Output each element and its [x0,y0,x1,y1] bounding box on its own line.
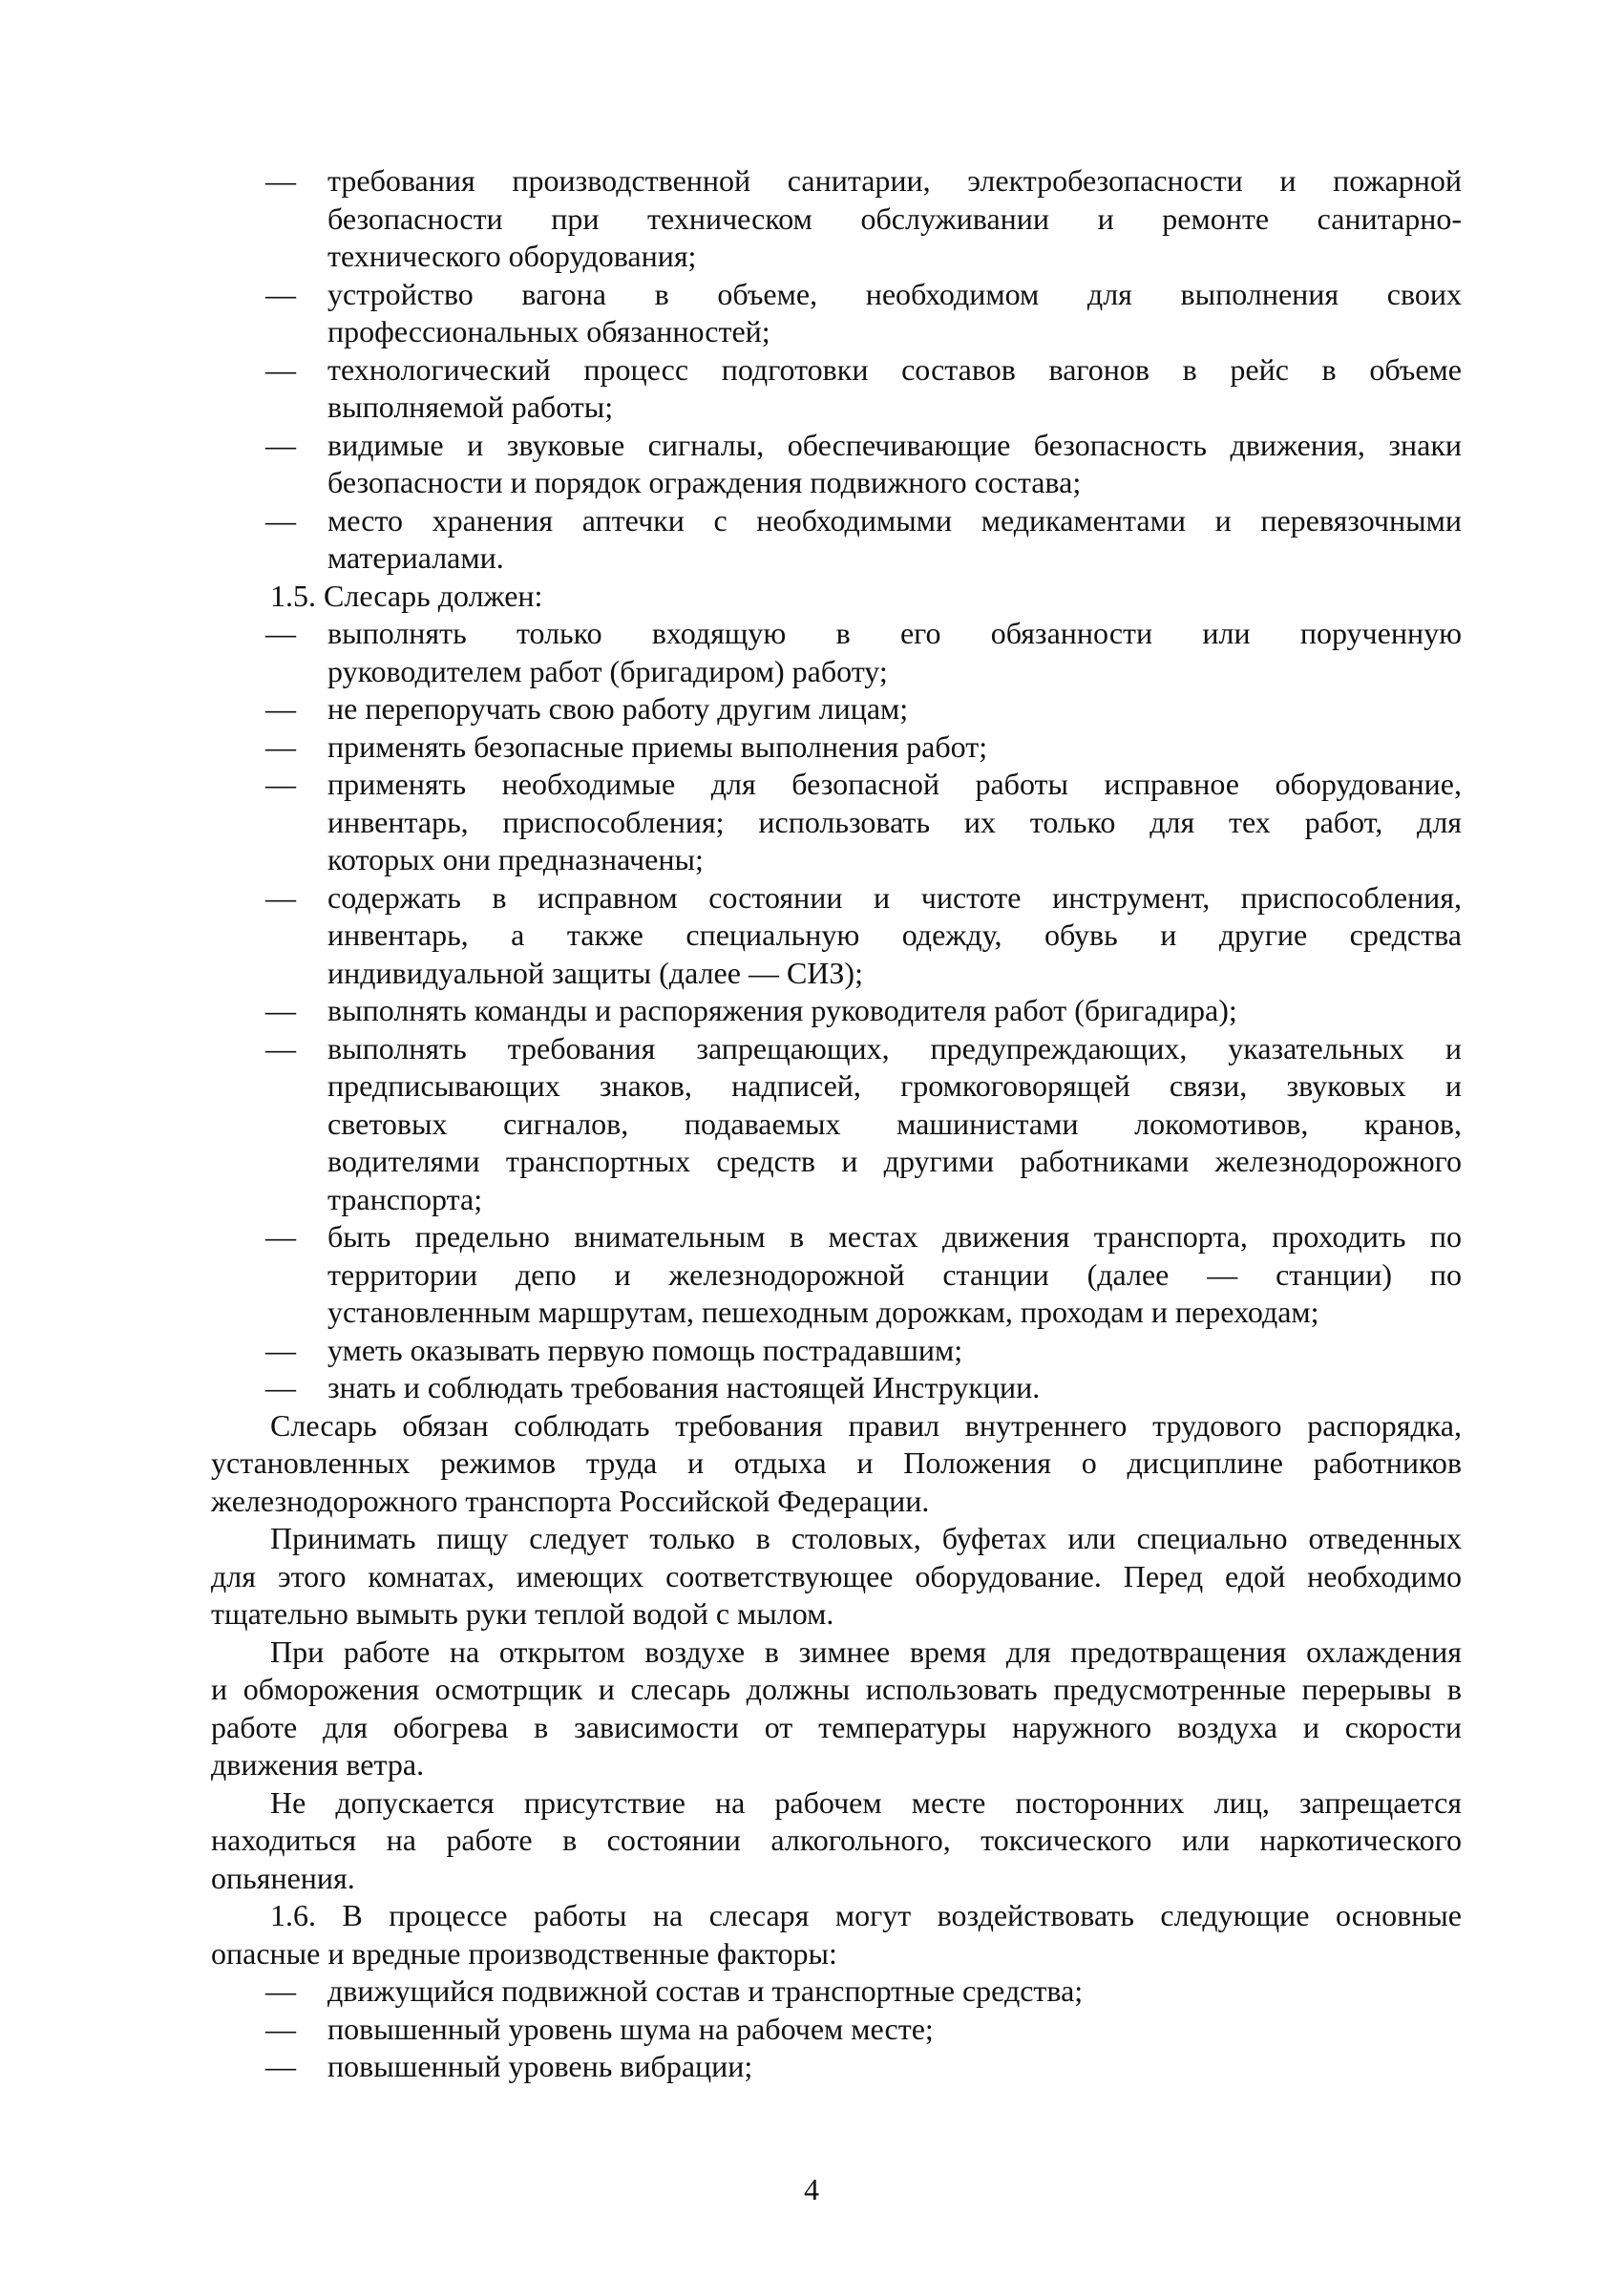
text-line [211,728,1462,767]
text-line [211,1784,1462,1823]
line-text: место хранения аптечки с необходимыми медикаментами и перевязочными [327,502,1462,538]
line-text: которых они предназначены; [327,842,704,876]
bullet-dash-icon: — [265,993,296,1027]
line-text: применять необходимые для безопасной работы исправное оборудование, [327,767,1462,801]
line-text: и обморожения осмотрщик и слесарь должны использовать предусмотренные перерывы в [211,1672,1462,1706]
bullet-dash-icon: — [265,1332,296,1367]
line-text: транспорта; [327,1181,483,1216]
text-line [211,1067,1462,1106]
text-line [211,200,1462,239]
text-line [211,1445,1462,1483]
text-line [211,1181,1462,1219]
text-line [211,1709,1462,1747]
bullet-item [211,2011,1462,2049]
text-line [211,502,1462,540]
text-line [211,1369,1462,1407]
line-text: технического оборудования; [327,239,697,273]
bullet-item [211,728,1462,767]
line-text: не перепоручать свою работу другим лицам; [327,691,909,726]
text-line [211,1860,1462,1898]
text-line [211,653,1462,691]
line-text: для этого комнатах, имеющих соответствующее оборудование. Перед едой необходимо [211,1558,1462,1593]
text-line [211,2048,1462,2086]
bullet-item [211,1218,1462,1332]
text-line [211,2011,1462,2049]
line-text: выполнять команды и распоряжения руководителя работ (бригадира); [327,993,1237,1027]
line-text: установленных режимов труда и отдыха и Положения о дисциплине работников [211,1445,1462,1480]
line-text: инвентарь, а также специальную одежду, обувь и другие средства [327,918,1462,952]
line-text: знать и соблюдать требования настоящей Инструкции. [327,1370,1041,1404]
text-line [211,1634,1462,1672]
line-text: находиться на работе в состоянии алкогольного, токсического или наркотического [211,1823,1462,1857]
line-text: световых сигналов, подаваемых машинистами локомотивов, кранов, [327,1106,1462,1141]
line-text: содержать в исправном состоянии и чистоте инструмент, приспособления, [327,879,1462,915]
bullet-item [211,1030,1462,1219]
line-text: Не допускается присутствие на рабочем месте посторонних лиц, запрещается [270,1784,1462,1820]
text-line [211,1972,1462,2011]
bullet-dash-icon: — [265,2011,296,2046]
line-text: безопасности и порядок ограждения подвижного состава; [327,465,1082,499]
paragraph [211,1634,1462,1784]
text-line [211,1520,1462,1558]
text-line [211,162,1462,200]
line-text: применять безопасные приемы выполнения работ; [327,728,988,764]
line-text: установленным маршрутам, пешеходным дорожкам, проходам и переходам; [327,1295,1319,1329]
bullet-item [211,162,1462,276]
text-line [211,1218,1462,1256]
bullet-dash-icon: — [265,616,296,650]
bullet-item [211,502,1462,578]
line-text: опьянения. [211,1860,355,1895]
text-line [211,804,1462,842]
line-text: железнодорожного транспорта Российской Федерации. [211,1483,930,1518]
text-line [211,1256,1462,1295]
bullet-item [211,1369,1462,1407]
paragraph [211,1784,1462,1898]
bullet-dash-icon: — [265,728,296,764]
text-line [211,955,1462,993]
line-text: устройство вагона в объеме, необходимом для выполнения своих [327,276,1462,311]
line-text: тщательно вымыть руки теплой водой с мылом. [211,1596,834,1631]
line-text: При работе на открытом воздухе в зимнее время для предотвращения охлаждения [270,1634,1462,1669]
bullet-item [211,2048,1462,2086]
text-line [211,238,1462,276]
bullet-dash-icon: — [265,427,296,462]
line-text: руководителем работ (бригадиром) работу; [327,653,888,688]
text-line [211,1106,1462,1144]
line-text: требования производственной санитарии, электробезопасности и пожарной [327,163,1462,198]
text-line [211,1143,1462,1181]
line-text: движущийся подвижной состав и транспортные средства; [327,1973,1084,2008]
bullet-item [211,992,1462,1030]
line-text: выполняемой работы; [327,390,614,424]
bullet-item [211,615,1462,690]
line-text: водителями транспортных средств и другими работниками железнодорожного [327,1144,1462,1178]
line-text: быть предельно внимательным в местах движения транспорта, проходить по [327,1219,1462,1254]
bullet-item [211,351,1462,427]
line-text: предписывающих знаков, надписей, громкоговорящей связи, звуковых и [327,1068,1462,1103]
text-line [211,917,1462,955]
bullet-item [211,1972,1462,2011]
text-line [211,464,1462,502]
text-line [211,389,1462,427]
bullet-dash-icon: — [265,767,296,801]
paragraph [211,1520,1462,1634]
line-text: Слесарь обязан соблюдать требования правил внутреннего трудового распорядка, [270,1407,1462,1443]
text-line [211,879,1462,918]
text-line [211,539,1462,578]
bullet-dash-icon: — [265,502,296,538]
document-body [211,162,1462,2086]
text-line [211,578,1462,616]
bullet-dash-icon: — [265,691,296,726]
paragraph [211,578,1462,616]
line-text: 1.6. В процессе работы на слесаря могут воздействовать следующие основные [270,1898,1462,1932]
bullet-item [211,276,1462,351]
text-line [211,1897,1462,1935]
line-text: работе для обогрева в зависимости от температуры наружного воздуха и скорости [211,1709,1462,1744]
line-text: инвентарь, приспособления; использовать их только для тех работ, для [327,804,1462,839]
text-line [211,841,1462,879]
text-line [211,1935,1462,1973]
bullet-dash-icon: — [265,879,296,915]
text-line [211,1407,1462,1445]
text-line [211,1294,1462,1332]
line-text: движения ветра. [211,1747,425,1782]
bullet-dash-icon: — [265,276,296,311]
bullet-dash-icon: — [265,1370,296,1404]
text-line [211,766,1462,804]
line-text: территории депо и железнодорожной станции (далее — станции) по [327,1256,1462,1292]
line-text: повышенный уровень шума на рабочем месте; [327,2011,934,2046]
text-line [211,690,1462,728]
bullet-item [211,427,1462,502]
line-text: опасные и вредные производственные факторы: [211,1935,837,1971]
bullet-item [211,1332,1462,1370]
line-text: индивидуальной защиты (далее — СИЗ); [327,955,863,990]
line-text: профессиональных обязанностей; [327,314,770,348]
text-line [211,351,1462,390]
text-line [211,992,1462,1030]
line-text: уметь оказывать первую помощь пострадавшим; [327,1332,963,1367]
bullet-item [211,879,1462,993]
bullet-dash-icon: — [265,1973,296,2008]
line-text: повышенный уровень вибрации; [327,2049,753,2083]
text-line [211,427,1462,465]
text-line [211,1030,1462,1068]
bullet-dash-icon: — [265,1030,296,1065]
text-line [211,615,1462,653]
bullet-item [211,690,1462,728]
bullet-dash-icon: — [265,1219,296,1254]
page-number: 4 [804,2172,819,2206]
text-line [211,1595,1462,1634]
line-text: технологический процесс подготовки составов вагонов в рейс в объеме [327,351,1462,387]
bullet-dash-icon: — [265,2049,296,2083]
text-line [211,276,1462,314]
paragraph [211,1897,1462,1972]
line-text: 1.5. Слесарь должен: [270,578,543,613]
paragraph [211,1407,1462,1521]
line-text: выполнять требования запрещающих, предупреждающих, указательных и [327,1030,1462,1065]
text-line [211,1558,1462,1596]
text-line [211,1671,1462,1709]
text-line [211,1332,1462,1370]
text-line [211,1822,1462,1860]
bullet-dash-icon: — [265,351,296,387]
line-text: безопасности при техническом обслуживании и ремонте санитарно- [327,200,1462,236]
line-text: материалами. [327,540,504,575]
bullet-item [211,766,1462,879]
bullet-dash-icon: — [265,163,296,198]
text-line [211,313,1462,351]
text-line [211,1483,1462,1521]
line-text: выполнять только входящую в его обязанности или порученную [327,616,1462,650]
line-text: Принимать пищу следует только в столовых, буфетах или специально отведенных [270,1521,1462,1555]
line-text: видимые и звуковые сигналы, обеспечивающие безопасность движения, знаки [327,427,1462,462]
text-line [211,1746,1462,1784]
